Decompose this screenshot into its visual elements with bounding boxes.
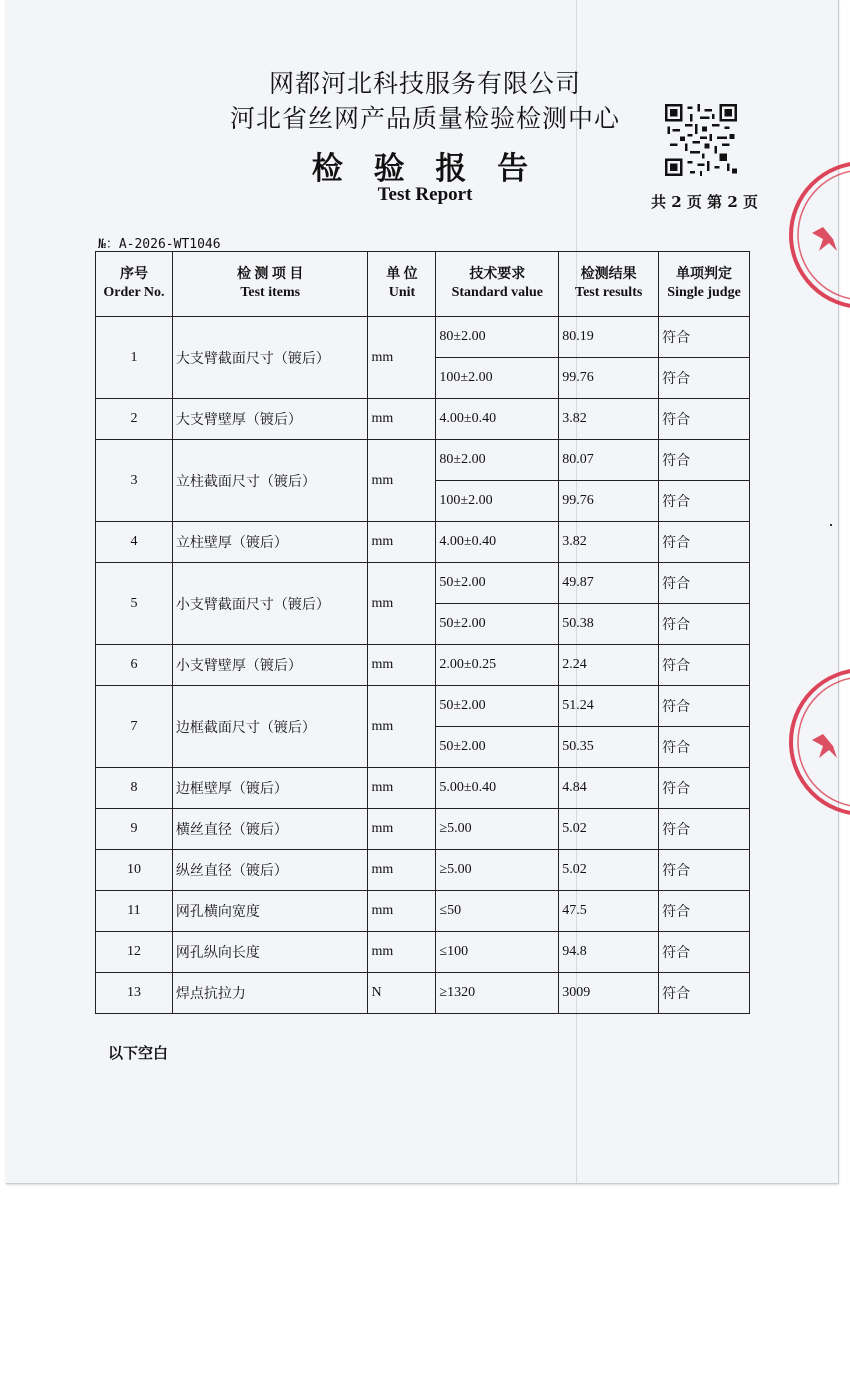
header-standard-value: 技术要求 Standard value xyxy=(436,252,559,317)
table-row xyxy=(96,891,750,932)
judge-cell: 符合 xyxy=(659,973,750,1014)
standard-value-cell: 50±2.00 xyxy=(436,563,559,604)
table-row xyxy=(96,563,750,604)
judge-cell: 符合 xyxy=(659,440,750,481)
test-result-cell: 2.24 xyxy=(559,645,659,686)
table-row xyxy=(96,768,750,809)
test-result-cell: 50.38 xyxy=(559,604,659,645)
test-result-cell: 80.19 xyxy=(559,317,659,358)
unit-cell: N xyxy=(368,973,436,1014)
header-unit: 单 位 Unit xyxy=(368,252,436,317)
judge-cell: 符合 xyxy=(659,891,750,932)
table-row xyxy=(96,932,750,973)
order-no-cell: 1 xyxy=(96,317,173,399)
order-no-cell: 8 xyxy=(96,768,173,809)
standard-value-cell: 2.00±0.25 xyxy=(436,645,559,686)
test-item-cell: 网孔纵向长度 xyxy=(172,932,368,973)
judge-cell: 符合 xyxy=(659,727,750,768)
org-name-line1: 网都河北科技服务有限公司 xyxy=(268,69,581,98)
standard-value-cell: 50±2.00 xyxy=(436,686,559,727)
table-row xyxy=(96,522,750,563)
report-title-cn: 检 验 报 告 xyxy=(311,151,539,187)
unit-cell: mm xyxy=(368,563,436,645)
judge-cell: 符合 xyxy=(659,604,750,645)
table-row xyxy=(96,645,750,686)
test-result-cell: 50.35 xyxy=(559,727,659,768)
standard-value-cell: 50±2.00 xyxy=(436,727,559,768)
footer-blank-note: 以下空白 xyxy=(108,1044,169,1062)
test-item-cell: 立柱截面尺寸（镀后） xyxy=(172,440,368,522)
table-row xyxy=(96,809,750,850)
judge-cell: 符合 xyxy=(659,809,750,850)
order-no-cell: 10 xyxy=(96,850,173,891)
header-order-no: 序号 Order No. xyxy=(96,252,173,317)
test-item-cell: 立柱壁厚（镀后） xyxy=(172,522,368,563)
judge-cell: 符合 xyxy=(659,522,750,563)
test-item-cell: 焊点抗拉力 xyxy=(172,973,368,1014)
unit-cell: mm xyxy=(368,768,436,809)
unit-cell: mm xyxy=(368,399,436,440)
test-result-cell: 99.76 xyxy=(559,481,659,522)
table-row xyxy=(96,440,750,481)
order-no-cell: 3 xyxy=(96,440,173,522)
standard-value-cell: ≥1320 xyxy=(436,973,559,1014)
judge-cell: 符合 xyxy=(659,645,750,686)
red-seal-stamp xyxy=(785,662,850,822)
header-test-items: 检 测 项 目 Test items xyxy=(172,252,368,317)
test-result-cell: 94.8 xyxy=(559,932,659,973)
test-item-cell: 小支臂截面尺寸（镀后） xyxy=(172,563,368,645)
table-header-row xyxy=(96,252,750,317)
standard-value-cell: 4.00±0.40 xyxy=(436,399,559,440)
test-item-cell: 网孔横向宽度 xyxy=(172,891,368,932)
test-item-cell: 小支臂壁厚（镀后） xyxy=(172,645,368,686)
test-result-cell: 47.5 xyxy=(559,891,659,932)
test-result-cell: 80.07 xyxy=(559,440,659,481)
test-item-cell: 大支臂壁厚（镀后） xyxy=(172,399,368,440)
unit-cell: mm xyxy=(368,522,436,563)
standard-value-cell: ≥5.00 xyxy=(436,809,559,850)
judge-cell: 符合 xyxy=(659,317,750,358)
order-no-cell: 6 xyxy=(96,645,173,686)
unit-cell: mm xyxy=(368,686,436,768)
test-result-cell: 3.82 xyxy=(559,399,659,440)
test-item-cell: 纵丝直径（镀后） xyxy=(172,850,368,891)
test-result-cell: 3009 xyxy=(559,973,659,1014)
judge-cell: 符合 xyxy=(659,768,750,809)
org-name-line2: 河北省丝网产品质量检验检测中心 xyxy=(229,104,620,133)
order-no-cell: 12 xyxy=(96,932,173,973)
standard-value-cell: 100±2.00 xyxy=(436,358,559,399)
unit-cell: mm xyxy=(368,809,436,850)
red-seal-stamp xyxy=(785,155,850,315)
test-item-cell: 大支臂截面尺寸（镀后） xyxy=(172,317,368,399)
report-number: №：A-2026-WT1046 xyxy=(98,237,221,252)
unit-cell: mm xyxy=(368,850,436,891)
judge-cell: 符合 xyxy=(659,932,750,973)
standard-value-cell: ≤50 xyxy=(436,891,559,932)
order-no-cell: 7 xyxy=(96,686,173,768)
standard-value-cell: ≤100 xyxy=(436,932,559,973)
order-no-cell: 5 xyxy=(96,563,173,645)
judge-cell: 符合 xyxy=(659,686,750,727)
page-info: 共 2 页 第 2 页 xyxy=(651,193,758,211)
standard-value-cell: 50±2.00 xyxy=(436,604,559,645)
test-item-cell: 边框截面尺寸（镀后） xyxy=(172,686,368,768)
table-row xyxy=(96,973,750,1014)
unit-cell: mm xyxy=(368,891,436,932)
test-results-table xyxy=(95,251,750,1014)
standard-value-cell: ≥5.00 xyxy=(436,850,559,891)
unit-cell: mm xyxy=(368,317,436,399)
test-result-cell: 49.87 xyxy=(559,563,659,604)
table-row xyxy=(96,399,750,440)
order-no-cell: 11 xyxy=(96,891,173,932)
standard-value-cell: 80±2.00 xyxy=(436,440,559,481)
judge-cell: 符合 xyxy=(659,481,750,522)
test-result-cell: 51.24 xyxy=(559,686,659,727)
test-result-cell: 5.02 xyxy=(559,850,659,891)
standard-value-cell: 5.00±0.40 xyxy=(436,768,559,809)
standard-value-cell: 100±2.00 xyxy=(436,481,559,522)
order-no-cell: 13 xyxy=(96,973,173,1014)
test-result-cell: 3.82 xyxy=(559,522,659,563)
unit-cell: mm xyxy=(368,645,436,686)
judge-cell: 符合 xyxy=(659,399,750,440)
unit-cell: mm xyxy=(368,440,436,522)
header-test-results: 检测结果 Test results xyxy=(559,252,659,317)
judge-cell: 符合 xyxy=(659,358,750,399)
test-result-cell: 4.84 xyxy=(559,768,659,809)
test-result-cell: 5.02 xyxy=(559,809,659,850)
test-result-cell: 99.76 xyxy=(559,358,659,399)
table-row xyxy=(96,317,750,358)
report-title-en: Test Report xyxy=(377,184,473,205)
table-row xyxy=(96,850,750,891)
judge-cell: 符合 xyxy=(659,850,750,891)
order-no-cell: 2 xyxy=(96,399,173,440)
table-row xyxy=(96,686,750,727)
order-no-cell: 9 xyxy=(96,809,173,850)
judge-cell: 符合 xyxy=(659,563,750,604)
speck xyxy=(830,524,832,526)
standard-value-cell: 4.00±0.40 xyxy=(436,522,559,563)
order-no-cell: 4 xyxy=(96,522,173,563)
table-body xyxy=(96,317,750,1014)
qr-code-icon xyxy=(665,104,737,176)
unit-cell: mm xyxy=(368,932,436,973)
standard-value-cell: 80±2.00 xyxy=(436,317,559,358)
test-item-cell: 横丝直径（镀后） xyxy=(172,809,368,850)
header-single-judge: 单项判定 Single judge xyxy=(659,252,750,317)
test-item-cell: 边框壁厚（镀后） xyxy=(172,768,368,809)
